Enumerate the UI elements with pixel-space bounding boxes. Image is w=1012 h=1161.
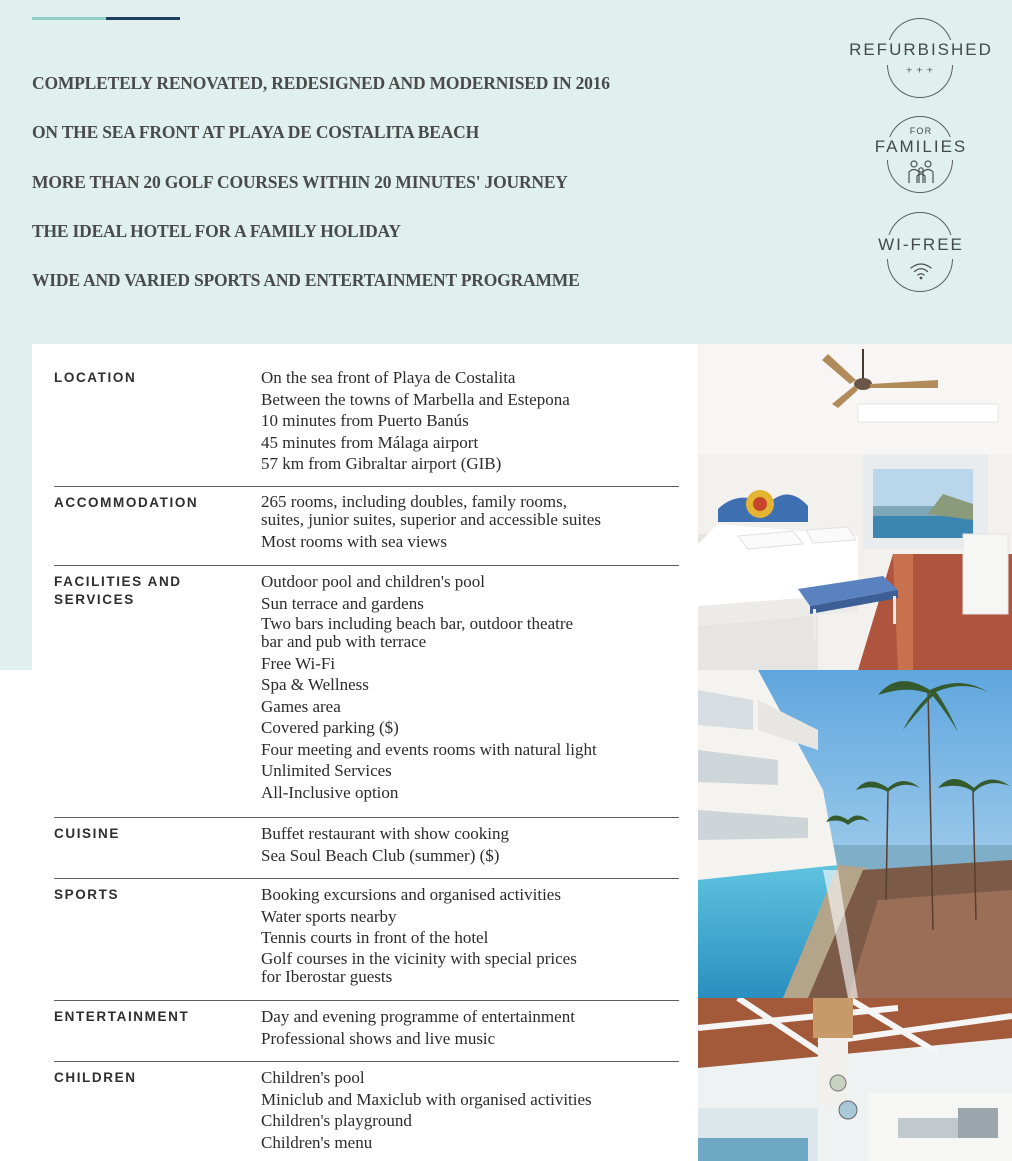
beach-club-photo (698, 998, 1012, 1161)
refurbished-badge (845, 18, 997, 98)
highlights-list (32, 70, 752, 316)
list-item: Most rooms with sea views (261, 531, 448, 551)
list-item: Miniclub and Maxiclub with organised activities (261, 1089, 592, 1109)
accent-line-dark (106, 17, 180, 20)
list-item: Four meeting and events rooms with natural light (261, 739, 597, 759)
family-icon (905, 159, 937, 185)
families-label: FAMILIES (845, 137, 997, 157)
section-items (261, 493, 681, 553)
section-items (261, 572, 681, 804)
list-item: Unlimited Services (261, 761, 392, 780)
list-item: Golf courses in the vicinity with special prices for Iberostar guests (261, 948, 577, 986)
sparkles-icon: ⁺⁺⁺ (905, 65, 937, 81)
list-item: 10 minutes from Puerto Banús (261, 411, 469, 430)
section-accommodation (54, 486, 679, 565)
list-item: Sea Soul Beach Club (summer) ($) (261, 845, 500, 865)
list-item: Children's menu (261, 1132, 373, 1152)
list-item: Free Wi-Fi (261, 653, 336, 673)
section-label: ENTERTAINMENT (54, 1009, 190, 1024)
list-item: Covered parking ($) (261, 718, 399, 737)
section-sports (54, 878, 679, 1000)
pool-terrace-photo (698, 670, 1012, 998)
wifi-label: WI-FREE (845, 235, 997, 255)
section-label: LOCATION (54, 370, 137, 385)
section-label: FACILITIES AND SERVICES (54, 574, 182, 607)
section-cuisine (54, 817, 679, 878)
section-label: SPORTS (54, 887, 120, 902)
wifi-icon (909, 261, 933, 281)
section-children (54, 1061, 679, 1161)
list-item: Two bars including beach bar, outdoor theatre bar and pub with terrace (261, 614, 574, 651)
list-item: Spa & Wellness (261, 675, 369, 694)
hotel-info-card (32, 344, 698, 1161)
list-item: Professional shows and live music (261, 1028, 496, 1048)
list-item: Games area (261, 696, 341, 716)
list-item: Children's pool (261, 1068, 365, 1087)
section-facilities (54, 565, 679, 817)
list-item: Day and evening programme of entertainment (261, 1007, 575, 1026)
section-label: ACCOMMODATION (54, 495, 199, 510)
accent-line-light (32, 17, 106, 20)
hotel-room-photo (698, 344, 1012, 670)
list-item: Sun terrace and gardens (261, 593, 424, 613)
section-items (261, 1007, 681, 1050)
highlight-renovated: COMPLETELY RENOVATED, REDESIGNED AND MODERNISED IN 2016 (32, 73, 610, 93)
list-item: 45 minutes from Málaga airport (261, 432, 479, 452)
highlight-sports: WIDE AND VARIED SPORTS AND ENTERTAINMENT PROGRAMME (32, 270, 580, 291)
list-item: Booking excursions and organised activities (261, 885, 561, 904)
section-items (261, 885, 681, 988)
families-small-label: FOR (909, 126, 933, 136)
section-location (54, 368, 679, 486)
section-items (261, 1068, 681, 1154)
list-item: Between the towns of Marbella and Estepona (261, 389, 570, 409)
families-badge (845, 116, 997, 196)
section-entertainment (54, 1000, 679, 1061)
list-item: All-Inclusive option (261, 782, 399, 802)
list-item: 265 rooms, including doubles, family rooms, suites, junior suites, superior and accessible suites (261, 492, 601, 529)
list-item: Tennis courts in front of the hotel (261, 928, 489, 947)
section-items (261, 368, 681, 476)
highlight-family: THE IDEAL HOTEL FOR A FAMILY HOLIDAY (32, 220, 401, 241)
section-label: CUISINE (54, 826, 120, 841)
list-item: Water sports nearby (261, 906, 397, 926)
refurbished-label: REFURBISHED (845, 40, 997, 60)
list-item: Outdoor pool and children's pool (261, 572, 486, 591)
list-item: 57 km from Gibraltar airport (GIB) (261, 454, 502, 473)
highlight-golf: MORE THAN 20 GOLF COURSES WITHIN 20 MINUTES' JOURNEY (32, 171, 568, 192)
section-label: CHILDREN (54, 1070, 137, 1085)
wifi-badge (845, 212, 997, 292)
section-items (261, 824, 681, 867)
list-item: Children's playground (261, 1111, 412, 1130)
highlight-sea-front: ON THE SEA FRONT AT PLAYA DE COSTALITA BEACH (32, 122, 479, 143)
list-item: On the sea front of Playa de Costalita (261, 368, 516, 387)
list-item: Buffet restaurant with show cooking (261, 824, 510, 843)
